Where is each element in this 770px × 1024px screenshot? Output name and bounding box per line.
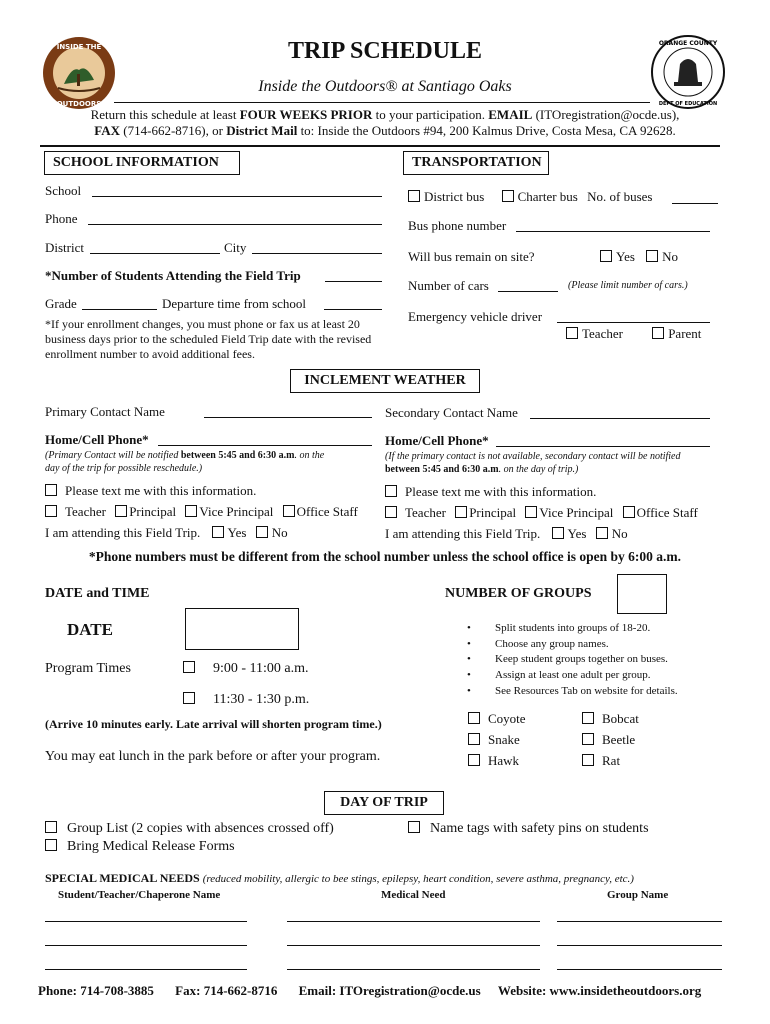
table-row[interactable] (557, 921, 722, 922)
grade-field: Grade (45, 296, 77, 311)
primary-role-row: Teacher Principal Vice Principal Office Staff (45, 504, 358, 520)
col-header-medical: Medical Need (381, 889, 446, 901)
table-row[interactable] (557, 945, 722, 946)
col-header-group: Group Name (607, 889, 669, 901)
svg-text:DEPT OF EDUCATION: DEPT OF EDUCATION (658, 101, 718, 107)
primary-attending-no-checkbox[interactable] (256, 526, 268, 538)
svg-text:OUTDOORS: OUTDOORS (56, 100, 102, 108)
driver-parent-checkbox[interactable] (652, 327, 664, 339)
district-input[interactable] (90, 253, 220, 254)
date-time-heading: DATE and TIME (45, 586, 150, 601)
svg-text:ORANGE COUNTY: ORANGE COUNTY (658, 40, 718, 47)
table-row[interactable] (287, 969, 540, 970)
time-1-checkbox[interactable] (183, 661, 195, 673)
district-field: District (45, 240, 84, 255)
primary-principal-checkbox[interactable] (115, 505, 127, 517)
secondary-contact-input[interactable] (530, 418, 710, 419)
phone-input[interactable] (88, 224, 382, 225)
date-input-box[interactable] (185, 608, 299, 650)
driver-teacher-checkbox[interactable] (566, 327, 578, 339)
primary-contact-input[interactable] (204, 417, 372, 418)
secondary-note: (If the primary contact is not available, secondary contact will be notified between 5:45 and 6:30 a.m. on the day of trip.) (385, 451, 681, 475)
departure-field: Departure time from school (162, 296, 307, 311)
table-row[interactable] (45, 945, 247, 946)
arrive-note: (Arrive 10 minutes early. Late arrival will shorten program time.) (45, 717, 382, 731)
emergency-driver-field: Emergency vehicle driver (408, 309, 543, 324)
bus-remain-no-checkbox[interactable] (646, 250, 658, 262)
return-instructions (0, 107, 770, 139)
transportation-heading: TRANSPORTATION (403, 151, 549, 175)
primary-text-me: Please text me with this information. (45, 483, 256, 499)
emergency-driver-input[interactable] (557, 322, 710, 323)
group-beetle: Beetle (582, 732, 635, 748)
name-tags-checkbox[interactable] (408, 821, 420, 833)
primary-note: (Primary Contact will be notified between 5:45 and 6:30 a.m. on the day of the trip for possible reschedule.) (45, 450, 325, 474)
secondary-attending-yes-checkbox[interactable] (552, 527, 564, 539)
group-coyote: Coyote (468, 711, 526, 727)
snake-checkbox[interactable] (468, 733, 480, 745)
primary-vice-principal-checkbox[interactable] (185, 505, 197, 517)
table-row[interactable] (287, 945, 540, 946)
secondary-vice-principal-checkbox[interactable] (525, 506, 537, 518)
return-line-1: Return this schedule at least FOUR WEEKS PRIOR to your participation. EMAIL (ITOregistration@ocde.us), (90, 107, 680, 122)
city-input[interactable] (252, 253, 382, 254)
lunch-note: You may eat lunch in the park before or after your program. (45, 749, 381, 764)
primary-contact-field: Primary Contact Name (45, 404, 165, 419)
return-line-2: FAX (714-662-8716), or District Mail to: Inside the Outdoors #94, 200 Kalmus Drive, Costa Mesa, CA 92628. (94, 123, 676, 138)
special-medical-needs: SPECIAL MEDICAL NEEDS (reduced mobility, allergic to bee stings, epilepsy, heart condition, severe asthma, pregnancy, etc.) (45, 871, 634, 885)
group-list-checkbox[interactable] (45, 821, 57, 833)
secondary-office-staff-checkbox[interactable] (623, 506, 635, 518)
time-option-2: 11:30 - 1:30 p.m. (183, 692, 309, 708)
cars-input[interactable] (498, 291, 558, 292)
table-row[interactable] (287, 921, 540, 922)
secondary-attending-row: I am attending this Field Trip. Yes No (385, 526, 628, 541)
inclement-weather-heading: INCLEMENT WEATHER (290, 369, 480, 393)
driver-role-options: Teacher Parent (566, 326, 701, 342)
coyote-checkbox[interactable] (468, 712, 480, 724)
footer-fax: Fax: 714-662-8716 (175, 983, 278, 998)
group-snake: Snake (468, 732, 520, 748)
departure-input[interactable] (324, 309, 382, 310)
cars-field: Number of cars (408, 278, 489, 293)
group-bobcat: Bobcat (582, 711, 639, 727)
primary-office-staff-checkbox[interactable] (283, 505, 295, 517)
header-rule (40, 145, 720, 147)
medical-forms-checkbox[interactable] (45, 839, 57, 851)
group-hawk: Hawk (468, 753, 519, 769)
page-subtitle: Inside the Outdoors® at Santiago Oaks (258, 78, 512, 95)
primary-attending-yes-checkbox[interactable] (212, 526, 224, 538)
name-tags-item: Name tags with safety pins on students (408, 821, 649, 837)
students-field: *Number of Students Attending the Field Trip (45, 268, 301, 283)
school-field: School (45, 183, 82, 198)
footer-phone: Phone: 714-708-3885 (38, 983, 154, 998)
table-row[interactable] (45, 921, 247, 922)
day-of-trip-heading: DAY OF TRIP (324, 791, 444, 815)
bus-remain-yes-checkbox[interactable] (600, 250, 612, 262)
bus-type-row: District bus Charter bus No. of buses (408, 189, 652, 205)
secondary-phone-input[interactable] (496, 446, 710, 447)
cars-note: (Please limit number of cars.) (568, 280, 688, 291)
page-title: TRIP SCHEDULE (287, 38, 483, 64)
secondary-principal-checkbox[interactable] (455, 506, 467, 518)
bobcat-checkbox[interactable] (582, 712, 594, 724)
bus-remain-field: Will bus remain on site? (408, 249, 535, 264)
school-info-heading: SCHOOL INFORMATION (44, 151, 240, 175)
medical-forms-item: Bring Medical Release Forms (45, 839, 235, 855)
secondary-text-me-checkbox[interactable] (385, 485, 397, 497)
students-input[interactable] (325, 281, 382, 282)
svg-text:INSIDE THE: INSIDE THE (56, 43, 102, 51)
time-2-checkbox[interactable] (183, 692, 195, 704)
col-header-name: Student/Teacher/Chaperone Name (58, 889, 221, 901)
secondary-attending-no-checkbox[interactable] (596, 527, 608, 539)
footer-website[interactable]: Website: www.insidetheoutdoors.org (497, 983, 702, 998)
grade-input[interactable] (82, 309, 157, 310)
primary-attending-row: I am attending this Field Trip. Yes No (45, 525, 288, 540)
hawk-checkbox[interactable] (468, 754, 480, 766)
bus-remain-options: Yes No (600, 249, 678, 265)
num-buses-input[interactable] (672, 203, 718, 204)
date-label: DATE (67, 620, 113, 639)
time-option-1: 9:00 - 11:00 a.m. (183, 661, 309, 677)
city-field: City (224, 240, 247, 255)
bus-phone-input[interactable] (516, 231, 710, 232)
table-row[interactable] (557, 969, 722, 970)
footer-email[interactable]: Email: ITOregistration@ocde.us (298, 983, 481, 998)
secondary-role-row: Teacher Principal Vice Principal Office Staff (385, 505, 698, 521)
school-input[interactable] (92, 196, 382, 197)
secondary-contact-field: Secondary Contact Name (385, 405, 518, 420)
primary-phone-field: Home/Cell Phone* (45, 432, 149, 447)
footer (38, 983, 701, 999)
beetle-checkbox[interactable] (582, 733, 594, 745)
rat-checkbox[interactable] (582, 754, 594, 766)
group-rat: Rat (582, 753, 620, 769)
district-bus-checkbox[interactable] (408, 190, 420, 202)
phone-warning: *Phone numbers must be different from the school number unless the school office is open by 6:00 a.m. (88, 549, 682, 564)
primary-phone-input[interactable] (158, 445, 372, 446)
secondary-phone-field: Home/Cell Phone* (385, 433, 489, 448)
program-times-label: Program Times (45, 661, 131, 676)
primary-text-me-checkbox[interactable] (45, 484, 57, 496)
groups-heading: NUMBER OF GROUPS (445, 586, 592, 601)
primary-teacher-checkbox[interactable] (45, 505, 57, 517)
secondary-teacher-checkbox[interactable] (385, 506, 397, 518)
groups-input-box[interactable] (617, 574, 667, 614)
group-list-item: Group List (2 copies with absences crossed off) (45, 821, 334, 837)
table-row[interactable] (45, 969, 247, 970)
secondary-text-me: Please text me with this information. (385, 484, 596, 500)
bus-phone-field: Bus phone number (408, 218, 507, 233)
phone-field: Phone (45, 211, 78, 226)
title-rule (114, 102, 650, 103)
charter-bus-checkbox[interactable] (502, 190, 514, 202)
enrollment-note: *If your enrollment changes, you must phone or fax us at least 20 business days prior to the scheduled Field Trip date with the revised enrollment number to avoid additional fees. (45, 317, 372, 361)
